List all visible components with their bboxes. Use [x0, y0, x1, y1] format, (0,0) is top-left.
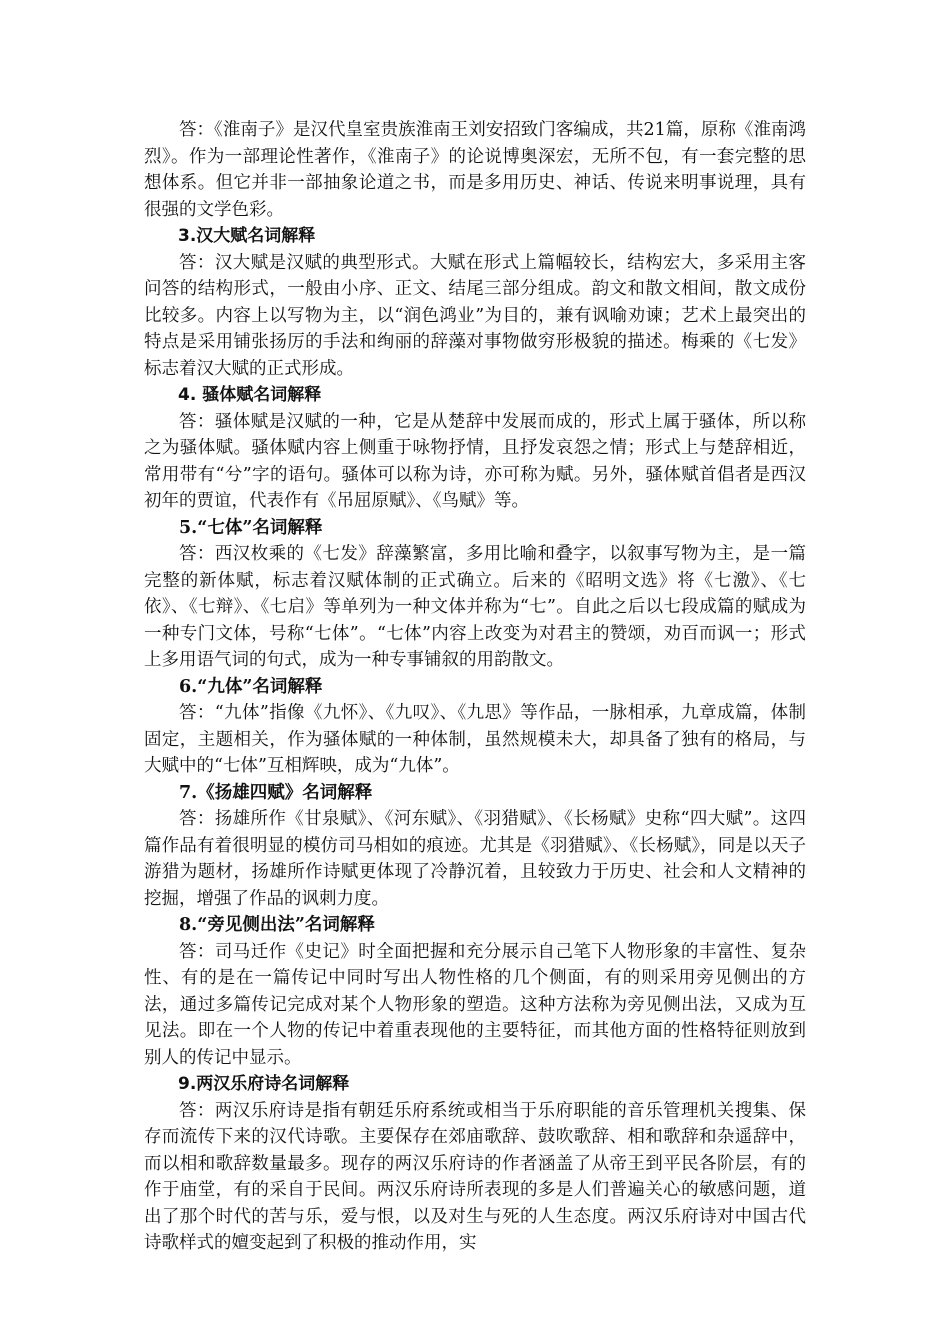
answer-paragraph-8: 答：司马迁作《史记》时全面把握和充分展示自己笔下人物形象的丰富性、复杂性、有的是在一篇传记中同时写出人物性格的几个侧面，有的则采用旁见侧出的方法，通过多篇传记完成对某个人物形象的塑造。这种方法称为旁见侧出法，又成为互见法。即在一个人物的传记中着重表现他的主要特征，而其他方面的性格特征则放到别人的传记中显示。 [144, 941, 806, 1068]
answer-paragraph-2: 答：《淮南子》是汉代皇室贵族淮南王刘安招致门客编成，共21篇，原称《淮南鸿烈》。作为一部理论性著作，《淮南子》的论说博奥深宏，无所不包，有一套完整的思想体系。但它并非一部抽象论道之书，而是多用历史、神话、传说来明事说理，具有很强的文学色彩。 [144, 120, 806, 220]
heading-5: 5.“七体”名词解释 [179, 517, 323, 538]
document-page [144, 117, 806, 1257]
answer-paragraph-6: 答：“九体”指像《九怀》、《九叹》、《九思》等作品，一脉相承，九章成篇，体制固定，主题相关，作为骚体赋的一种体制，虽然规模未大，却具备了独有的格局，与大赋中的“七体”互相辉映，成为“九体”。 [144, 703, 806, 776]
heading-7: 7.《扬雄四赋》名词解释 [179, 782, 373, 803]
answer-paragraph-4: 答：骚体赋是汉赋的一种，它是从楚辞中发展而成的，形式上属于骚体，所以称之为骚体赋。骚体赋内容上侧重于咏物抒情，且抒发哀怨之情；形式上与楚辞相近，常用带有“兮”字的语句。骚体可以称为诗，亦可称为赋。另外，骚体赋首倡者是西汉初年的贾谊，代表作有《吊屈原赋》、《鸟赋》等。 [144, 411, 806, 511]
heading-9: 9.两汉乐府诗名词解释 [178, 1074, 350, 1094]
answer-paragraph-5: 答：西汉枚乘的《七发》辞藻繁富，多用比喻和叠字，以叙事写物为主，是一篇完整的新体赋，标志着汉赋体制的正式确立。后来的《昭明文选》将《七激》、《七依》、《七辩》、《七启》等单列为一种文体并称为“七”。自此之后以七段成篇的赋成为一种专门文体，号称“七体”。“七体”内容上改变为对君主的赞颂，劝百而讽一；形式上多用语气词的句式，成为一种专事铺叙的用韵散文。 [144, 544, 806, 670]
heading-8: 8.“旁见侧出法”名词解释 [179, 915, 375, 935]
answer-paragraph-7: 答：扬雄所作《甘泉赋》、《河东赋》、《羽猎赋》、《长杨赋》史称“四大赋”。这四篇作品有着很明显的模仿司马相如的痕迹。尤其是《羽猎赋》、《长杨赋》，同是以天子游猎为题材，扬雄所作诗赋更体现了冷静沉着，且较致力于历史、社会和人文精神的挖掘，增强了作品的讽刺力度。 [144, 809, 806, 909]
heading-4: 4. 骚体赋名词解释 [178, 385, 322, 405]
answer-paragraph-9: 答：两汉乐府诗是指有朝廷乐府系统或相当于乐府职能的音乐管理机关搜集、保存而流传下来的汉代诗歌。主要保存在郊庙歌辞、鼓吹歌辞、相和歌辞和杂遥辞中，而以相和歌辞数量最多。现存的两汉乐府诗的作者涵盖了从帝王到平民各阶层，有的作于庙堂，有的采自于民间。两汉乐府诗所表现的多是人们普遍关心的敏感问题，道出了那个时代的苦与乐，爱与恨，以及对生与死的人生态度。两汉乐府诗对中国古代诗歌样式的嬗变起到了积极的推动作用，实 [144, 1100, 806, 1253]
heading-6: 6.“九体”名词解释 [179, 676, 323, 697]
heading-3: 3.汉大赋名词解释 [178, 226, 316, 246]
answer-paragraph-3: 答：汉大赋是汉赋的典型形式。大赋在形式上篇幅较长，结构宏大，多采用主客问答的结构形式，一般由小序、正文、结尾三部分组成。韵文和散文相间，散文成份比较多。内容上以写物为主，以“润色鸿业”为目的，兼有讽喻劝谏；艺术上最突出的特点是采用铺张扬厉的手法和绚丽的辞藻对事物做穷形极貌的描述。梅乘的《七发》标志着汉大赋的正式形成。 [144, 252, 806, 379]
